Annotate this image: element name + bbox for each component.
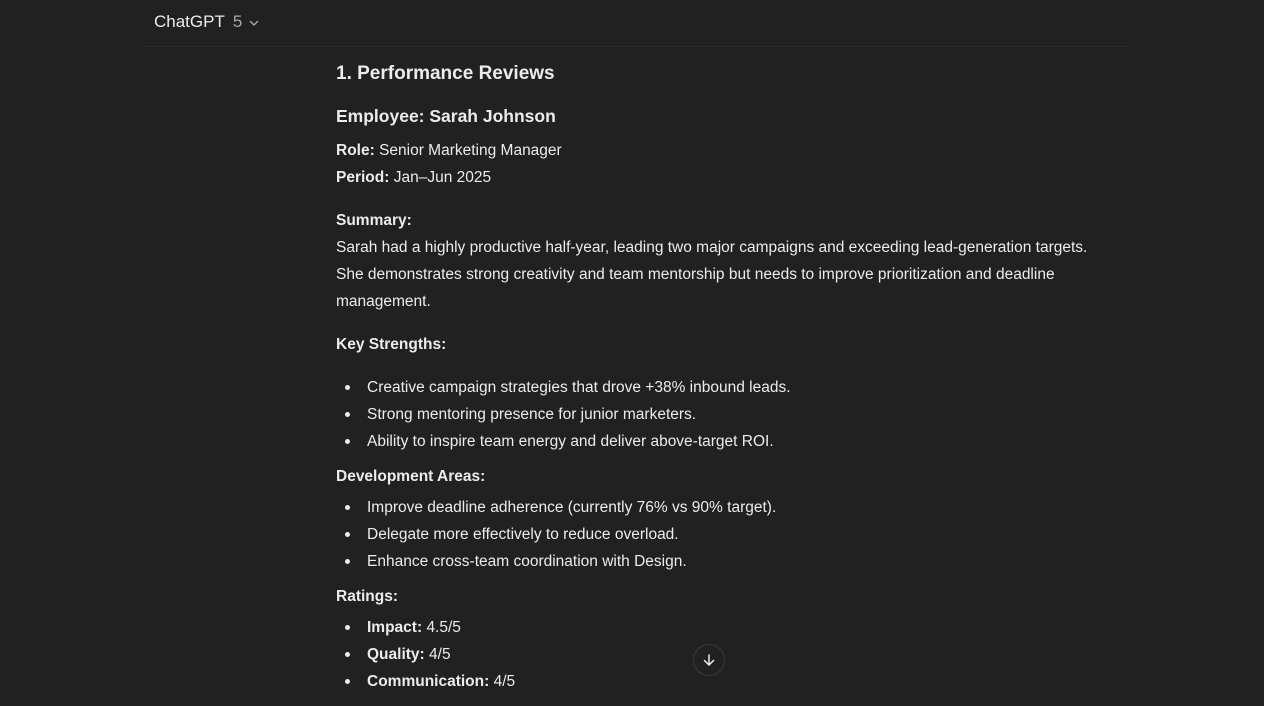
employee-heading: Employee: Sarah Johnson <box>336 106 556 126</box>
chevron-down-icon <box>248 16 260 28</box>
summary-label: Summary: <box>336 212 412 229</box>
period-label: Period: <box>336 169 390 186</box>
list-item: Ability to inspire team energy and deliver above-target ROI. <box>336 428 1096 455</box>
development-section <box>336 463 1096 575</box>
rating-label: Communication: <box>367 673 490 690</box>
header-divider <box>140 46 1130 47</box>
development-label: Development Areas: <box>336 468 486 485</box>
assistant-message <box>336 56 1096 695</box>
list-item: Delegate more effectively to reduce overload. <box>336 521 1096 548</box>
arrow-down-icon <box>701 652 717 668</box>
rating-label: Impact: <box>367 619 423 636</box>
summary-text: Sarah had a highly productive half-year, leading two major campaigns and exceeding lead-generation targets. She demonstrates strong creativity and team mentorship but needs to improve prioritization and deadline management. <box>336 239 1088 310</box>
role-value: Senior Marketing Manager <box>379 142 562 159</box>
role-line <box>336 137 1096 164</box>
strengths-label: Key Strengths: <box>336 336 447 353</box>
list-item: Strong mentoring presence for junior marketers. <box>336 401 1096 428</box>
period-line <box>336 164 1096 191</box>
rating-value: 4/5 <box>429 646 451 663</box>
section-title: 1. Performance Reviews <box>336 63 555 84</box>
rating-label: Quality: <box>367 646 425 663</box>
list-item: Creative campaign strategies that drove +38% inbound leads. <box>336 374 1096 401</box>
top-bar <box>0 0 1264 46</box>
list-item: Improve deadline adherence (currently 76% vs 90% target). <box>336 494 1096 521</box>
rating-item <box>336 614 1096 641</box>
rating-value: 4.5/5 <box>426 619 461 636</box>
model-switcher-button[interactable] <box>146 8 268 36</box>
ratings-label: Ratings: <box>336 588 398 605</box>
scroll-to-bottom-button[interactable] <box>693 644 725 676</box>
model-version: 5 <box>232 12 243 31</box>
rating-value: 4/5 <box>493 673 516 690</box>
strengths-section <box>336 331 1096 455</box>
role-label: Role: <box>336 142 375 159</box>
model-name: ChatGPT <box>154 12 225 31</box>
list-item: Enhance cross-team coordination with Design. <box>336 548 1096 575</box>
summary-section <box>336 207 1096 315</box>
development-list <box>336 494 1096 575</box>
employee-details <box>336 137 1096 191</box>
ratings-section <box>336 583 1096 695</box>
strengths-list <box>336 374 1096 455</box>
period-value: Jan–Jun 2025 <box>393 169 492 186</box>
